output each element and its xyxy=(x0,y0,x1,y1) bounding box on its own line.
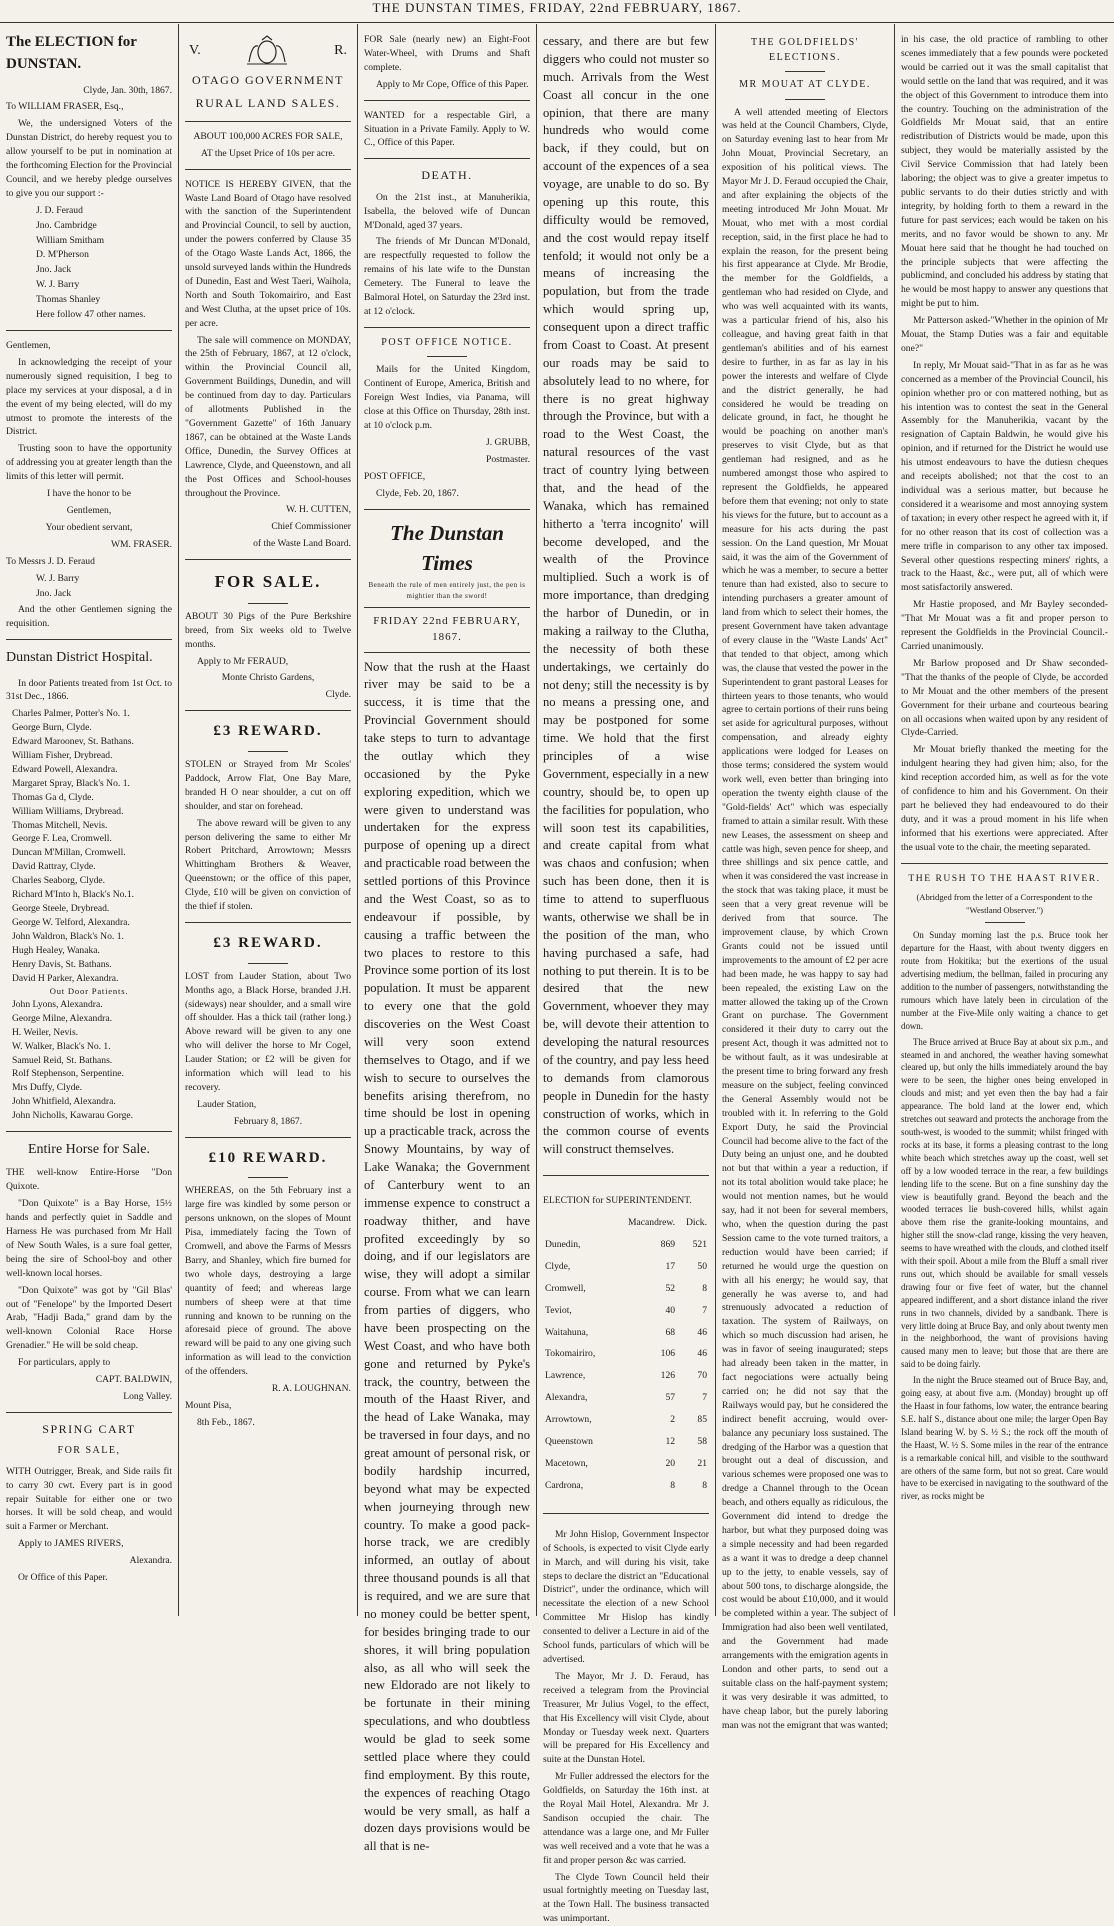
post-office-label: POST OFFICE, xyxy=(364,470,426,482)
commissioner-title: Chief Commissioner xyxy=(271,521,351,533)
divider xyxy=(364,509,530,510)
reward-location: Mount Pisa, xyxy=(185,1400,232,1412)
crest-r: R. xyxy=(334,42,347,58)
signer: Jno. Cambridge xyxy=(36,219,97,231)
rural-title: RURAL LAND SALES. xyxy=(195,96,341,111)
poll-macandrew: 52 xyxy=(665,1282,676,1294)
messrs-line: To Messrs J. D. Feraud xyxy=(6,555,95,567)
out-patient: Mrs Duffy, Clyde. xyxy=(12,1082,83,1094)
column-3 xyxy=(358,24,536,1854)
divider xyxy=(543,1175,709,1176)
poll-header: Dick. xyxy=(685,1217,707,1229)
signature: WM. FRASER. xyxy=(110,538,172,550)
poll-place: Waitahuna, xyxy=(545,1326,589,1338)
news-item: The Mayor, Mr J. D. Feraud, has received a telegram from the Provincial Treasurer, Mr Julius Vogel, to the effect, that His Excellency will visit Clyde, about Monday or Tuesday week next. Quarters will be prepared for His Excellency and suite at the Dunstan Hotel. xyxy=(543,1670,709,1766)
horse-paragraph: "Don Quixote" was got by "Gil Blas' out of "Fenelope" by the Imported Desert Arab, "Hadji Bada," grand dam by the well-known Colonial Race Horse Grenadier." He will be sold cheap. xyxy=(6,1284,172,1352)
reward-paragraph: The above reward will be given to any person delivering the same to either Mr Robert Pritchard, Arrowtown; Messrs Whittingham Brothers & Weaver, Queenstown; or the office of this paper, Clyde, £10 will be given on conviction of the thief if stolen. xyxy=(185,817,351,913)
poll-row xyxy=(543,1387,709,1409)
poll-macandrew: 68 xyxy=(665,1326,676,1338)
death-title: DEATH. xyxy=(421,168,473,183)
reward-location: Lauder Station, xyxy=(197,1098,257,1110)
divider xyxy=(364,327,530,328)
short-divider xyxy=(427,356,467,357)
cart-title: SPRING CART xyxy=(42,1421,136,1436)
divider xyxy=(185,710,351,711)
election-notice-title: The ELECTION for DUNSTAN. xyxy=(6,34,137,72)
patient: Thomas Mitchell, Nevis. xyxy=(12,819,108,831)
editorial-continued: cessary, and there are but few diggers who could not muster so much. Arrivals from the West Coast all concur in the one opinion, that there are many hundreds who would come back, if they could, but on account of the expences of a sea voyage, are unable to do so. By opening up this route, this difficulty would be removed, and the cost would repay itself tenfold; it would not only be a means of increasing the population, but from the trade which would spring up, consequent upon a direct traffic from Coast to Coast. At present our roads may be said to absolutely lead to no where, for there is no great highway through the Province, but with a road to the West Coast, the natural resources of the vast tract of country lying between that, and the head of the Wanaka, which has remained hitherto a 'terra incognito' will become developed, and the wealth of the Province multiplied. Such a work is of more importance, than dredging the harbor of Dunedin, or in making a railway to the Clutha, the necessity of both these undertakings, we certainly do not deny; still the necessity is by no means a pressing one, and may be postponed for some time. We hold that the first principles of a wise Government, especially in a new country, should be, to open up the facilities for population, who will soon test its capabilities, and create capital from what was chaos and confusion; when such has been done, then it is time to attend to superfluous wants, otherwise we shall be in the position of the man, who having purchased a safe, had nothing to put therein. It is to be desired that the new Government, whoever they may be, will devote their attention to developing the natural resources of the country, and pay less heed to demands from clamorous people in Dunedin for the hasty construction of works, which in the common course of events will construct themselves. xyxy=(543,34,709,1157)
wanted-ad: WANTED for a respectable Girl, a Situation in a Private Family. Apply to W. C., Office of this Paper. xyxy=(364,109,530,149)
cart-apply: Apply to JAMES RIVERS, xyxy=(18,1538,124,1550)
poll-row xyxy=(543,1343,709,1365)
land-notice: NOTICE IS HEREBY GIVEN, that the Waste Land Board of Otago have resolved with the sanction of the Superintendent and Provincial Council, to sell by auction, under the powers conferred by Clause 35 of the Otago Waste Lands Act, 1866, the unsold surveyed lands within the Hundreds of Dunedin, East and West Taeri, Waihola, North and South Tokomairiro, and East and West Clutha, at the upset price of 10s. per acre. xyxy=(185,178,352,329)
post-office-date: Clyde, Feb. 20, 1867. xyxy=(376,487,459,499)
reward-date: February 8, 1867. xyxy=(233,1115,303,1127)
out-patient: John Whitfield, Alexandra. xyxy=(12,1096,116,1108)
poll-place: Tokomairiro, xyxy=(545,1348,596,1360)
article-title: THE GOLDFIELDS' ELECTIONS. xyxy=(751,37,859,63)
poll-macandrew: 8 xyxy=(670,1479,676,1491)
patient: Edward Maroonev, St. Bathans. xyxy=(12,736,134,748)
poll-dick: 50 xyxy=(697,1260,707,1272)
pigs-gardens: Monte Christo Gardens, xyxy=(221,672,315,684)
horse-title: Entire Horse for Sale. xyxy=(27,1142,151,1158)
messrs-name: W. J. Barry xyxy=(36,572,80,584)
reward-title: £3 REWARD. xyxy=(213,934,323,951)
board-title: of the Waste Land Board. xyxy=(253,538,351,550)
poll-dick: 21 xyxy=(697,1458,707,1469)
patient: Duncan M'Millan, Cromwell. xyxy=(12,847,126,859)
patient: David Rattray, Clyde. xyxy=(12,861,96,873)
poll-row xyxy=(543,1453,709,1475)
short-divider xyxy=(785,99,825,100)
news-item: Mr Fuller addressed the electors for the Goldfields, on Saturday the 16th inst. at the Royal Mail Hotel, Alexandra. Mr J. Sandison occupied the chair. The attendance was a large one, and Mr Fuller was well received and a vote that he was a fit and proper person &c was carried. xyxy=(543,1771,709,1866)
land-notice-2: The sale will commence on MONDAY, the 25th of February, 1867, at 12 o'clock, within the Provincial Council all, Government Buildings, Dunedin, and will be continued from day to day. Particulars of allotments Published in the "Government Gazette" of 16th January 1867, can be obtained at the Waste Lands Office, Dunedin, the Survey Offices at Lawrence, Clyde, and Queenstown, and all the Post Offices and School-houses throughout the Province. xyxy=(185,334,351,499)
reply-paragraph: In acknowledging the receipt of your numerously signed requisition, I beg to place my services at your disposal, a d in the event of my being elected, will do my utmost to promote the interests of the District. xyxy=(6,356,172,438)
requisition-footer: And the other Gentlemen signing the requisition. xyxy=(6,604,172,630)
article-paragraph: Mr Mouat briefly thanked the meeting for the indulgent hearing they had given him; also, for the kind reception accorded him, as well as for the vote of confidence to him and his Government. On their part he believed they had endeavoured to do their duty, and it was a proud moment in his life when informed that his exertions were appreciated. After the usual vote to the chair, the meeting separated. xyxy=(901,744,1108,853)
patient: George Steele, Drybread. xyxy=(12,903,110,915)
out-patient: W. Walker, Black's No. 1. xyxy=(12,1040,111,1052)
paper-title: The Dunstan Times xyxy=(390,520,504,575)
divider xyxy=(6,639,172,640)
reward-date: 8th Feb., 1867. xyxy=(197,1416,255,1428)
article-paragraph: Mr Hastie proposed, and Mr Bayley seconded-"That Mr Mouat was a fit and proper person to represent the Goldfields in the Provincial Council.-Carried unanimously. xyxy=(901,599,1108,652)
poll-row xyxy=(543,1365,709,1387)
article-body-continued: in his case, the old practice of rambling to other scenes immediately that a few pounds were pocketed would be carried out it was the small capitalist that would settle on the land that was required, and it was the object of this Government to introduce them into the country. Touching on the administration of the Goldfields Mr Mouat said, that an entire redistribution of Districts would be made, upon this subject, they would be materially assisted by the Civil Service Commission that had lately been laboring; the object was to give a greater impetus to public servants to do their duties strictly and with integrity, by holding forth to them a reward in the future for past services; each would be taken on his merits, and no favor would be shown to any. Mr Mouat here said that he thought he had touched on the principle subjects that were affecting the publicmind, and concluded his address by stating that he would be most happy to answer any questions that might be put to him. xyxy=(901,34,1108,310)
short-divider xyxy=(248,603,288,604)
rush-paragraph: The Bruce arrived at Bruce Bay at about six p.m., and steamed in and anchored, the weather having somewhat cleared up, but only the hills immediately around the bay were to be seen, the higher ones being enveloped in clouds and mist; and yet even then the bay had a fair appearance. The bold land at the lower end, which stretches out seaward and protects the anchorage from the south-west, is wooded to the summit; whilst fringed with rocks at its base, it forms a pleasing contrast to the long white beach which stretches away up the coast, well set off by a low wooded terrace in the rear, a few buildings lending life to the scene. But on a fine sunshiny day the view is beautifully grand. Beyond the beach and the wooded terraces lie bush-covered hills, whilst again above them rise the granite-looking mountains, and higher still the snow-clad range, kissing the very heaven, seems to have wreathed with the clouds, and clothed itself with their spoil. About a mile from the Bluff a small river runs out, which should be available for small vessels drawing four or five feet of water, but the channel appeared indifferent, and a short distance inland the river runs in two channels, divided by a sandbank. There is very little doing at Bruce Bay, and only about twenty men in the neighborhood, the want of provisions having caused many men to leave; but those that are there are said to be doing fairly. xyxy=(901,1036,1108,1370)
poll-place: Dunedin, xyxy=(545,1238,581,1250)
reward-paragraph: LOST from Lauder Station, about Two Months ago, a Black Horse, branded J.H. (sideways) near shoulder, and a small wire off shoulder. Has a thick tail (rather long.) Above reward will be given to any one who will deliver the horse to Mr Cogel, Lauder Station; or £2 will be given for information which will lead to his recovery. xyxy=(185,970,351,1093)
article-body: A well attended meeting of Electors was held at the Council Chambers, Clyde, on Saturday evening last to hear from Mr John Mouat, Provincial Secretary, an exposition of his political views. The Mayor Mr J. D. Feraud occupied the Chair, and after explaining the objects of the meeting introduced Mr John Mouat. Mr Mouat, who met with a most cordial reception, said, in the first place he had to explain the reason, for the present being his first appearance at Clyde. Mr Brodie, the member for the Goldfields, a gentleman who had resided on Clyde, and who was well acquainted with its wants, was a particular friend of his, also his colleague, and having great faith in that gentleman's abilities and of his earnest desire to further, in as far as lay in his power the interests and welfare of Clyde and the district generally, he had considered he would be treading on delicate ground, in fact, he thought he would be poaching on another man's preserves to visit Clyde, but as that gentleman had resigned, and as he numbered amongst those who aspired to represent the Goldfields, he appeared before them that evening; not only to state his views for the future, but to account as a measure for his acts during the past session. On the Land question, Mr Mouat said, it was the aim of the Government of which he was a member, to secure a better tenure than had existed, also to secure to intending purchasers a greater amount of land from which to select their homes, the present Government have taken advantage of every clause in the "Waste Lands' Act" that tended to that object, among which was, the clause that vested the power in the Superintendent to grant pastoral Leases for thirteen years to those tenants, who would agree to certain portions of their runs being set aside for agricultural purposes, without compensation, and already eighty applications were lodged for Leases on those terms; considered the system would work well, even better than bringing into operation the twenty eighth clause of the "Gold-fields' Act" which was especially framed to attain a similar result. With these new Leases, the assessment on sheep and cattle was high, seven pence for sheep, and three shillings and six pence cattle, and when it was considered the vast increase in the stock that was taking place, it must be seen that a very great revenue will be derived from that source. The improvement clause, by which Crown Grants could not be issued until improvements to the amount of £2 per acre had been made, he was happy to say had been repealed, the existing Law on the matter allowed the taking up of the Crown Grant on purchase. The Government considered it their duty to carry out the present Act, though it was admitted not to be without fault, as it was undesirable at the present time to bring forward any fresh measure on the subject, feeling convinced the General Assembly would not be troubled with it. In referring to the Gold Export Duty, he said the Provincial Council had become alive to the fact of the Duty being an unjust one, and he doubted not but that within a year a reduction, if not its total abolition would take place; he would not mention names, but he would say, had it not been for several members, who, when the question during the past Session came to the vote turned traitors, a reduction would have been carried; if returned he would urge the question on with all his energy; he would say, that generally he was averse to, and had strenuously advocated a reduction of taxation. The system of Railways, on which so much discussion had arisen, he was in favor of seeing inaugurated; steps had already been taken in the matter, in fact negociations were actually being carried on; he did not say that the Railways would pay, but he considered the indirect benefit accruing, would over-balance any pecuniary loss sustained. The dredging of the Harbor was a question that brought out a deal of discussion, and various schemes were proposed one was to dredge a Channel through to the Ocean beach, and others equally as ridiculous, the Government did intend to dredge the harbor, but what they purposed doing was a simple necessity and had been regarded as a want it was to dredge a deep channel up to the jetty, to enable vessels, say of about 500 tons, to discharge alongside, the cost would be about £10,000, and it would be completed within a year. The subject of Immigration had also been well ventilated, and the Government had made arrangements with the emigration agents in London and other parts, to send out a suitable class on the half-payment system; it was very desirable it was admitted, to have cheap labor, but the purely laboring man was not the emigrant that was wanted; xyxy=(722,106,888,1731)
poll-macandrew: 106 xyxy=(660,1348,676,1360)
salutation: Gentlemen, xyxy=(6,340,51,351)
divider xyxy=(185,121,351,122)
column-1 xyxy=(0,24,178,1614)
out-patient: Rolf Stephenson, Serpentine. xyxy=(12,1068,124,1080)
short-divider xyxy=(248,751,288,752)
column-6 xyxy=(895,24,1114,1614)
postmaster-title: Postmaster. xyxy=(486,453,530,465)
rush-note: (Abridged from the letter of a Correspondent to the "Westland Observer.") xyxy=(916,892,1093,915)
poll-dick: 7 xyxy=(702,1392,707,1404)
poll-row xyxy=(543,1278,709,1300)
poll-row xyxy=(543,1431,709,1453)
article-paragraph: In reply, Mr Mouat said-"That in as far as he was concerned as a member of the Provincial Council, his opinion whether pro or con mattered nothing, but as his intention was to contest the seat in the General Assembly for the Manuherikia, vacant by the resignation of Captain Baldwin, he would give his opinion, and if returned for the District he would use his utmost endeavours to have the dutiesn cheques and receipts abolished; not that the cost to an individual was a serious matter, but because he considered it a wearisome and most annoying system of taxation; in every other respect he agreed with it, if for no other reason that its cost of collection was a mere trifle in comparison to any other tax imposed. Several other questions respecting miners' rights, a track to the Haast, &c., were put, all of which were most satisfactorily answered. xyxy=(901,359,1108,594)
patient: Margaret Spray, Black's No. 1. xyxy=(12,777,130,789)
dateline: Clyde, Jan. 30th, 1867. xyxy=(83,84,172,96)
news-item: Mr John Hislop, Government Inspector of Schools, is expected to visit Clyde early in March, and will during his visit, take steps to declare the district an "Educational District", under the ordinance, which will necessitate the election of a new School Committee Mr Hislop has kindly consented to deliver a Lecture in aid of the School funds, particulars of which will be advertised. xyxy=(543,1528,709,1665)
poll-place: Cromwell, xyxy=(545,1282,586,1294)
pigs-ad: ABOUT 30 Pigs of the Pure Berkshire breed, from Six weeks old to Twelve months. xyxy=(185,610,351,650)
divider xyxy=(364,158,530,159)
editorial: Now that the rush at the Haast river may be said to be a success, it is time that the Provincial Government should take steps to turn to advantage the outlay which they occasioned by the Pyke exploring expedition, which we were given to understand was undertaken for the express purpose of opening up a direct and practicable road between the settled portions of this Province and the West Coast, so as to endeavour if possible, by causing a traffic between the two places to restore to this Province some portion of its lost population. It must be apparent to every one that the gold discoveries on the West Coast will very soon extend themselves to Otago, and if we wish to secure to ourselves the benefits arising therefrom, no time should be lost in opening up a practicable track, across the Snowy Mountains, by way of Lake Wanaka; the Government of Canterbury went to an immense expence to construct a roadway thither, and have profited exceedingly by so doing, and if our legislators are wise, they will adopt a similar course. From what we can learn from parties of diggers, who have been prospecting on the West Coast, and who have both gone and returned by Pyke's track, the country, between the mouth of the Haast River, and the head of Lake Wanaka, may be traversed in four days, and no great amount of personal risk, or bodily hardship incurred, beyond what may be expected when journeying through new country. To make a good pack-horse track, we are credibly informed, an outlay of about three thousand pounds is all that is required, and we are sure that no money could be better spent, for besides bringing trade to our shores, it will bring population also, as all who will seek the new Eldorado are not likely to be fortunate in their mining speculations, and who doubtless would be glad to seek some settled place where they could find employment. By this route, the expences of reaching Otago would be very small, as half a dozen days provisions would be all that is ne- xyxy=(364,659,530,1854)
out-patient: John Nicholls, Kawarau Gorge. xyxy=(12,1110,134,1122)
poll-row xyxy=(543,1409,709,1431)
column-4 xyxy=(537,24,715,1925)
reward-paragraph: WHEREAS, on the 5th February inst a large fire was kindled by some person or persons unknown, on the slopes of Mount Pisa, immediately facing the Town of Cromwell, and above the Farms of Messrs Barry, and Shanley, which fire burned for two whole days, destroying a large quantity of feed; and whereas large numbers of sheep were at that time running and known to be running on the aforesaid piece of ground. The above reward will be paid to any one giving such information as will lead to the conviction of the offenders. xyxy=(185,1185,351,1378)
water-wheel-ad: FOR Sale (nearly new) an Eight-Foot Water-Wheel, with Drums and Shaft complete. xyxy=(364,34,530,73)
poll-row xyxy=(543,1234,709,1256)
post-office-notice: Mails for the United Kingdom, Continent of Europe, America, British and Foreign West Indies, via Panama, will close at this Office on Thursday, 28th inst. at 10 o'clock p.m. xyxy=(364,364,530,432)
upset-line: AT the Upset Price of 10s per acre. xyxy=(200,147,336,159)
signer: Jno. Jack xyxy=(36,264,72,276)
poll-place: Macetown, xyxy=(545,1458,588,1469)
poll-dick: 58 xyxy=(697,1436,707,1448)
horse-paragraph: THE well-know Entire-Horse "Don Quixote. xyxy=(6,1167,172,1193)
poll-dick: 7 xyxy=(702,1304,707,1316)
out-patient: H. Weiler, Nevis. xyxy=(12,1026,79,1038)
hospital-intro: In door Patients treated from 1st Oct. to 31st Dec., 1866. xyxy=(6,677,172,703)
divider xyxy=(543,1513,709,1514)
poll-macandrew: 2 xyxy=(670,1414,676,1426)
postmaster-name: J. GRUBB, xyxy=(486,436,530,448)
reward-title: £10 REWARD. xyxy=(208,1149,328,1166)
poll-row xyxy=(543,1300,709,1322)
cart-location: Alexandra. xyxy=(129,1555,172,1567)
out-patient: George Milne, Alexandra. xyxy=(12,1012,112,1024)
requisition-text: We, the undersigned Voters of the Dunstan District, do hereby request you to allow yourself to be put in nomination at the forthcoming Election for the Provincial Council, and we hereby pledge ourselves to give you our support :- xyxy=(6,118,172,199)
poll-place: Clyde, xyxy=(545,1260,571,1272)
reply-paragraph: Trusting soon to have the opportunity of addressing you at greater length than the limits of this letter will permit. xyxy=(6,443,172,483)
poll-dick: 85 xyxy=(697,1414,707,1426)
signer: Thomas Shanley xyxy=(36,294,101,306)
issue-date: FRIDAY 22nd FEBRUARY, 1867. xyxy=(373,614,521,643)
divider xyxy=(185,922,351,923)
divider xyxy=(185,169,351,170)
patient: Edward Powell, Alexandra. xyxy=(12,763,118,775)
horse-location: Long Valley. xyxy=(123,1390,172,1402)
poll-dick: 8 xyxy=(702,1282,707,1294)
rush-paragraph: On Sunday morning last the p.s. Bruce took her departure for the Haast, with about twenty diggers en route from Hokitika; but the exertions of the usual advertising medium, the bellman, failed in procuring any addition to the number of passengers, notwithstanding the rumours which have lately been in circulation of the number at the Five-Mile only waiting a chance to get down. xyxy=(901,930,1108,1031)
reward-paragraph: STOLEN or Strayed from Mr Scoles' Paddock, Arrow Flat, One Bay Mare, branded H O near shoulder, a cut on off shoulder, and star on forehead. xyxy=(185,758,351,812)
poll-place: Teviot, xyxy=(545,1304,572,1316)
divider xyxy=(364,100,530,101)
hospital-title: Dunstan District Hospital. xyxy=(6,650,153,666)
addressee: To WILLIAM FRASER, Esq., xyxy=(6,101,124,113)
poll-place: Alexandra, xyxy=(545,1392,588,1404)
patient: Richard M'Into h, Black's No.1. xyxy=(12,889,135,901)
divider xyxy=(6,1131,172,1132)
poll-header-row xyxy=(543,1212,709,1234)
signer: J. D. Feraud xyxy=(36,204,83,216)
election-head: ELECTION for SUPERINTENDENT. xyxy=(543,1195,692,1207)
poll-macandrew: 17 xyxy=(665,1260,676,1272)
short-divider xyxy=(248,1177,288,1178)
divider xyxy=(6,330,172,331)
signer: W. J. Barry xyxy=(36,279,80,291)
short-divider xyxy=(985,922,1025,923)
short-divider xyxy=(248,963,288,964)
out-patient: John Lyons, Alexandra. xyxy=(12,998,103,1010)
masthead: THE DUNSTAN TIMES, FRIDAY, 22nd FEBRUARY, 1867. xyxy=(0,0,1114,23)
divider xyxy=(364,652,530,653)
article-subtitle: MR MOUAT AT CLYDE. xyxy=(739,79,871,90)
pigs-town: Clyde. xyxy=(325,689,351,701)
poll-dick: 521 xyxy=(692,1238,707,1250)
pigs-apply: Apply to Mr FERAUD, xyxy=(197,655,289,667)
out-patient: Samuel Reid, St. Bathans. xyxy=(12,1054,113,1066)
poll-place: Queenstown xyxy=(545,1436,593,1448)
paper-motto: Beneath the rule of men entirely just, the pen is mightier than the sword! xyxy=(368,581,526,600)
patient: George W. Telford, Alexandra. xyxy=(12,916,130,928)
news-item: The Clyde Town Council held their usual fortnightly meeting on Tuesday last, at the Town Hall. The business transacted was unimportant. xyxy=(543,1871,709,1925)
poll-place: Arrowtown, xyxy=(545,1414,592,1426)
cart-subtitle: FOR SALE, xyxy=(57,1445,121,1457)
out-door-heading: Out Door Patients. xyxy=(49,986,129,997)
signer: D. M'Pherson xyxy=(36,249,89,261)
poll-row xyxy=(543,1322,709,1344)
cart-office: Or Office of this Paper. xyxy=(18,1572,108,1584)
poll-table xyxy=(543,1212,709,1497)
divider xyxy=(901,863,1108,864)
reward-title: £3 REWARD. xyxy=(213,723,323,740)
patient: Charles Palmer, Potter's No. 1. xyxy=(12,708,130,720)
otago-title: OTAGO GOVERNMENT xyxy=(191,73,345,87)
horse-paragraph: For particulars, apply to xyxy=(18,1357,111,1369)
column-2 xyxy=(179,24,357,1614)
patient: George F. Lea, Cromwell. xyxy=(12,833,112,845)
patient: William Fisher, Drybread. xyxy=(12,750,113,762)
poll-macandrew: 126 xyxy=(660,1370,676,1382)
for-sale-title: FOR SALE. xyxy=(214,572,322,592)
acres-line: ABOUT 100,000 ACRES FOR SALE, xyxy=(193,130,343,142)
water-wheel-apply: Apply to Mr Cope, Office of this Paper. xyxy=(376,78,529,90)
royal-crest xyxy=(189,36,347,66)
poll-row xyxy=(543,1256,709,1278)
patient: Thomas Ga d, Clyde. xyxy=(12,791,94,803)
rush-title: THE RUSH TO THE HAAST RIVER. xyxy=(908,872,1101,884)
divider xyxy=(364,607,530,608)
poll-dick: 46 xyxy=(697,1326,707,1338)
divider xyxy=(6,1412,172,1413)
signer: Here follow 47 other names. xyxy=(36,309,146,321)
coat-of-arms-icon xyxy=(244,36,290,66)
patient: Hugh Healey, Wanaka. xyxy=(12,944,100,956)
poll-place: Cardrona, xyxy=(545,1479,584,1491)
commissioner-name: W. H. CUTTEN, xyxy=(286,504,351,516)
reward-signature: R. A. LOUGHNAN. xyxy=(271,1383,351,1395)
poll-dick: 46 xyxy=(697,1348,707,1360)
poll-macandrew: 20 xyxy=(665,1458,676,1469)
crest-v: V. xyxy=(189,42,201,58)
death-notice: On the 21st inst., at Manuherikia, Isabella, the beloved wife of Duncan M'Donald, aged 37 years. xyxy=(364,191,530,231)
poll-place: Lawrence, xyxy=(545,1370,586,1382)
patient: David H Parker, Alexandra. xyxy=(12,972,119,984)
poll-macandrew: 869 xyxy=(660,1238,676,1250)
poll-row xyxy=(543,1475,709,1497)
article-paragraph: Mr Barlow proposed and Dr Shaw seconded-"That the thanks of the people of Clyde, be accorded to Mr Mouat and the other members of the present Government for their urbane and courteous bearing on all occasions when waited upon by any resident of Clyde-Carried. xyxy=(901,657,1108,739)
column-5 xyxy=(716,24,894,1731)
patient: Charles Seaborg, Clyde. xyxy=(12,875,106,887)
patient: William Williams, Drybread. xyxy=(12,805,124,817)
patient: Henry Davis, St. Bathans. xyxy=(12,958,112,970)
cart-paragraph: WITH Outrigger, Break, and Side rails fit to carry 30 cwt. Every part is in good repair Suitable for either one or two horses. It will be sold cheap, and would suit a Farmer or Merchant. xyxy=(6,1465,172,1533)
poll-macandrew: 12 xyxy=(665,1436,676,1448)
horse-paragraph: "Don Quixote" is a Bay Horse, 15½ hands and perfectly quiet in Saddle and Harness He was purchased from Mr Hall of New South Wales, is a sure foal getter, being the sire of School-boy and other well-known local horses. xyxy=(6,1198,172,1279)
closing: Your obedient servant, xyxy=(45,521,133,533)
patient: George Burn, Clyde. xyxy=(12,722,92,734)
poll-dick: 70 xyxy=(697,1370,707,1382)
rush-paragraph: In the night the Bruce steamed out of Bruce Bay, and, going easy, at about five a.m. (Monday) brought up off the Haast in four fathoms, low water, the entrance bearing S.E. half S., distance about one mile; the larger Open Bay Island bearing W. by S. ½ S.; the rock off the mouth of the Haast, W. ½ S. Some miles in the rear of the entrance is a remarkable conical hill, and visible to the southward are others of the same form, but not so great. Care would have to be exercised in navigating to the southward of the river, as rocks might be xyxy=(901,1375,1108,1502)
messrs-name: Jno. Jack xyxy=(36,587,72,599)
closing: I have the honor to be xyxy=(47,488,131,500)
patient: John Waldron, Black's No. 1. xyxy=(12,930,124,942)
divider xyxy=(185,1137,351,1138)
closing: Gentlemen, xyxy=(66,504,112,516)
poll-header xyxy=(543,1212,612,1234)
horse-signature: CAPT. BALDWIN, xyxy=(95,1374,172,1386)
poll-dick: 8 xyxy=(702,1479,707,1491)
post-office-title: POST OFFICE NOTICE. xyxy=(381,336,513,348)
funeral-notice: The friends of Mr Duncan M'Donald, are respectfully requested to follow the remains of his late wife to the Dunstan Cemetery. The Funeral to leave the Balmoral Hotel, on Saturday the 23rd inst. at 12 o'clock. xyxy=(364,236,530,317)
short-divider xyxy=(785,71,825,72)
divider xyxy=(185,559,351,560)
poll-macandrew: 40 xyxy=(665,1304,676,1316)
poll-header: Macandrew. xyxy=(628,1217,676,1229)
signer: William Smitham xyxy=(36,234,105,246)
poll-macandrew: 57 xyxy=(665,1392,676,1404)
article-paragraph: Mr Patterson asked-"Whether in the opinion of Mr Mouat, the Stamp Duties was a fair and equitable one?" xyxy=(901,315,1108,354)
